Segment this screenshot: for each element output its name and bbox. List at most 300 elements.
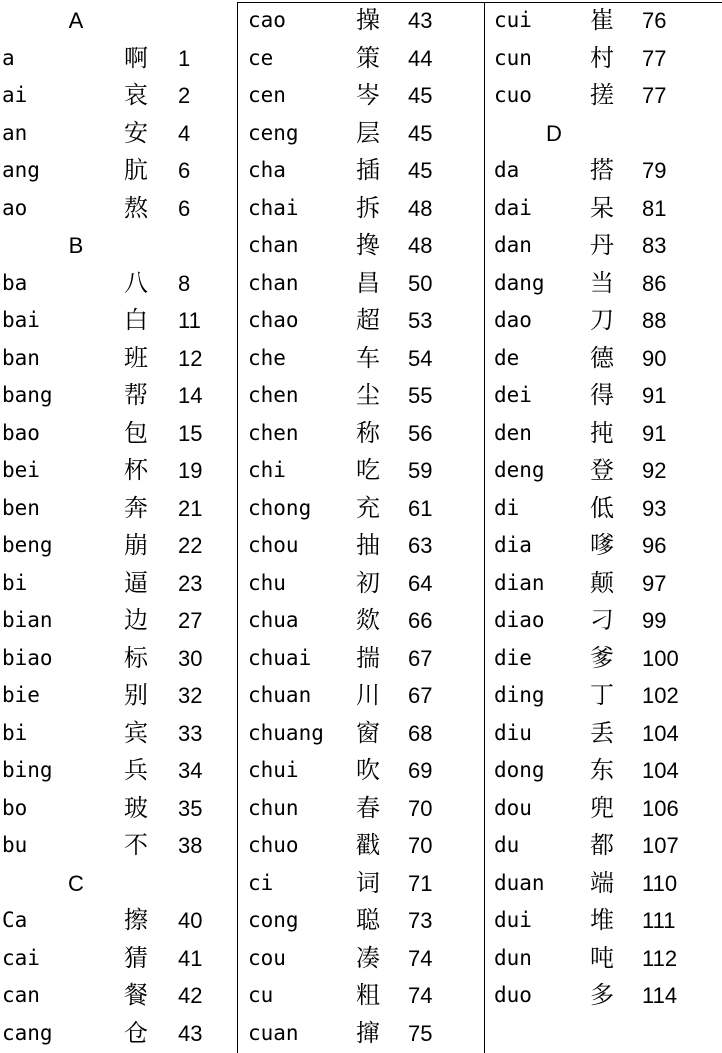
example-character: 丁 (590, 681, 614, 709)
example-character: 村 (590, 43, 614, 72)
index-entry (2, 377, 234, 415)
pinyin-syllable: chuan (248, 683, 312, 707)
pinyin-syllable: bai (2, 308, 40, 332)
pinyin-syllable: dun (494, 945, 532, 970)
pinyin-syllable: bao (2, 420, 40, 445)
pinyin-syllable: dian (494, 570, 545, 595)
index-entry (494, 940, 720, 978)
pinyin-syllable: can (2, 983, 40, 1007)
index-entry (2, 715, 234, 753)
pinyin-syllable: duan (494, 870, 545, 895)
pinyin-syllable: chen (248, 383, 299, 407)
example-character: 戳 (356, 831, 380, 859)
index-entry (248, 677, 480, 715)
example-character: 嗲 (590, 531, 614, 559)
page-number: 45 (408, 158, 433, 183)
pinyin-syllable: bian (2, 608, 53, 632)
pinyin-syllable: cha (248, 158, 286, 182)
example-character: 尘 (356, 381, 380, 409)
index-entry (494, 827, 720, 865)
page-number: 41 (178, 945, 203, 971)
index-entry (248, 790, 480, 828)
example-character: 低 (590, 493, 614, 522)
pinyin-syllable: dao (494, 308, 532, 332)
page-number: 107 (642, 833, 679, 858)
pinyin-syllable: da (494, 158, 520, 182)
index-entry (248, 377, 480, 415)
example-character: 宾 (124, 718, 148, 747)
example-character: 凑 (356, 943, 380, 972)
column-divider-2 (484, 2, 485, 1053)
index-entry (494, 40, 720, 78)
example-character: 吃 (356, 456, 380, 484)
index-entry (248, 40, 480, 78)
section-heading (2, 2, 234, 40)
example-character: 东 (590, 756, 614, 784)
pinyin-syllable: bei (2, 458, 40, 482)
example-character: 呆 (590, 193, 614, 222)
example-character: 登 (590, 456, 614, 484)
page-number: 70 (408, 795, 433, 821)
example-character: 超 (356, 306, 380, 334)
index-entry (248, 940, 480, 978)
index-entry (248, 865, 480, 903)
index-entry (494, 190, 720, 228)
page-number: 77 (642, 45, 667, 71)
index-entry (2, 302, 234, 340)
example-character: 丢 (590, 718, 614, 747)
example-character: 兵 (124, 756, 148, 784)
example-character: 插 (356, 156, 380, 184)
example-character: 扽 (590, 418, 614, 447)
example-character: 不 (124, 831, 148, 859)
page-number: 6 (178, 158, 191, 183)
index-entry (2, 40, 234, 78)
index-entry (2, 340, 234, 378)
page-number: 14 (178, 383, 203, 408)
page-number: 90 (642, 345, 667, 371)
example-character: 仓 (124, 1018, 148, 1047)
page-number: 45 (408, 120, 433, 146)
section-letter: D (546, 120, 562, 146)
pinyin-syllable: chan (248, 233, 299, 257)
section-heading (494, 115, 720, 153)
example-character: 刁 (590, 606, 614, 634)
index-entry (2, 602, 234, 640)
index-entry (248, 77, 480, 115)
page-number: 48 (408, 233, 433, 258)
page-number: 43 (178, 1020, 203, 1046)
pinyin-syllable: ben (2, 495, 40, 520)
index-entry (248, 752, 480, 790)
section-letter: B (68, 233, 84, 258)
page-number: 100 (642, 645, 679, 671)
pinyin-syllable: chu (248, 570, 286, 595)
page-number: 50 (408, 270, 433, 296)
example-character: 策 (356, 43, 380, 72)
example-character: 得 (590, 381, 614, 409)
example-character: 标 (124, 643, 148, 672)
column-divider-1 (237, 2, 238, 1053)
index-entry (2, 77, 234, 115)
page-number: 40 (178, 908, 203, 933)
page-number: 1 (178, 45, 191, 71)
index-entry (2, 265, 234, 303)
index-entry (248, 190, 480, 228)
example-character: 搀 (356, 231, 380, 259)
pinyin-syllable: che (248, 345, 286, 370)
page-number: 91 (642, 383, 667, 408)
page-number: 79 (642, 158, 667, 183)
page-number: 104 (642, 720, 679, 746)
pinyin-syllable: cen (248, 83, 286, 107)
page-number: 61 (408, 495, 433, 521)
page-number: 22 (178, 533, 203, 558)
example-character: 崩 (124, 531, 148, 559)
index-entry (494, 902, 720, 940)
page-number: 19 (178, 458, 203, 483)
page-number: 73 (408, 908, 433, 933)
example-character: 词 (356, 868, 380, 897)
example-character: 车 (356, 343, 380, 372)
index-entry (248, 977, 480, 1015)
example-character: 丹 (590, 231, 614, 259)
page-number: 74 (408, 945, 433, 971)
example-character: 逼 (124, 568, 148, 597)
section-letter: C (68, 870, 84, 896)
pinyin-syllable: chao (248, 308, 299, 332)
pinyin-syllable: dai (494, 195, 532, 220)
index-entry (494, 565, 720, 603)
pinyin-syllable: dou (494, 795, 532, 820)
index-entry (2, 1015, 234, 1053)
pinyin-syllable: cang (2, 1020, 53, 1045)
index-entry (2, 115, 234, 153)
pinyin-syllable: duo (494, 983, 532, 1007)
example-character: 操 (356, 6, 380, 34)
example-character: 杯 (124, 456, 148, 484)
page-number: 91 (642, 420, 667, 446)
pinyin-syllable: du (494, 833, 520, 857)
pinyin-syllable: ang (2, 158, 40, 182)
example-character: 昌 (356, 268, 380, 297)
index-entry (494, 602, 720, 640)
pinyin-syllable: de (494, 345, 520, 370)
page-number: 64 (408, 570, 433, 596)
pinyin-syllable: cui (494, 8, 532, 32)
pinyin-syllable: cuan (248, 1020, 299, 1045)
page-number: 43 (408, 8, 433, 33)
pinyin-syllable: chen (248, 420, 299, 445)
index-entry (248, 227, 480, 265)
index-entry (494, 227, 720, 265)
index-entry (2, 452, 234, 490)
example-character: 吹 (356, 756, 380, 784)
page-number: 104 (642, 758, 679, 783)
index-entry (2, 490, 234, 528)
example-character: 八 (124, 268, 148, 297)
index-entry (494, 377, 720, 415)
index-entry (494, 340, 720, 378)
example-character: 哀 (124, 81, 148, 109)
page-number: 54 (408, 345, 433, 371)
pinyin-syllable: deng (494, 458, 545, 482)
page-number: 114 (642, 983, 678, 1008)
example-character: 堆 (590, 906, 614, 934)
index-entry (248, 452, 480, 490)
index-entry (494, 152, 720, 190)
pinyin-syllable: dan (494, 233, 532, 257)
example-character: 德 (590, 343, 614, 372)
example-character: 边 (124, 606, 148, 634)
page-number: 42 (178, 983, 203, 1008)
index-entry (248, 415, 480, 453)
page-number: 96 (642, 533, 667, 558)
page-number: 81 (642, 195, 667, 221)
pinyin-syllable: cun (494, 45, 532, 70)
pinyin-syllable: bu (2, 833, 28, 857)
index-entry (248, 152, 480, 190)
pinyin-syllable: chou (248, 533, 299, 557)
pinyin-syllable: Ca (2, 908, 28, 932)
page-number: 111 (642, 908, 676, 933)
index-entry (248, 565, 480, 603)
page-number: 77 (642, 83, 667, 108)
index-entry (2, 565, 234, 603)
pinyin-syllable: cou (248, 945, 286, 970)
page-number: 45 (408, 83, 433, 108)
example-character: 啊 (124, 43, 148, 72)
pinyin-syllable: cong (248, 908, 299, 932)
index-entry (248, 827, 480, 865)
page-number: 15 (178, 420, 203, 446)
pinyin-syllable: chua (248, 608, 299, 632)
pinyin-syllable: chuai (248, 645, 312, 670)
pinyin-syllable: bi (2, 570, 28, 595)
index-entry (494, 265, 720, 303)
pinyin-syllable: di (494, 495, 520, 520)
page-number: 6 (178, 195, 191, 221)
index-entry (494, 415, 720, 453)
page-number: 99 (642, 608, 667, 633)
index-entry (494, 977, 720, 1015)
page-number: 32 (178, 683, 203, 708)
section-heading (2, 227, 234, 265)
index-entry (2, 902, 234, 940)
page-number: 74 (408, 983, 433, 1008)
section-letter: A (68, 8, 84, 33)
pinyin-syllable: ba (2, 270, 28, 295)
example-character: 安 (124, 118, 148, 147)
index-entry (248, 490, 480, 528)
page-number: 67 (408, 683, 433, 708)
index-entry (2, 752, 234, 790)
index-entry (494, 77, 720, 115)
example-character: 拆 (356, 193, 380, 222)
index-entry (248, 115, 480, 153)
example-character: 欻 (356, 606, 380, 634)
page-number: 93 (642, 495, 667, 521)
example-character: 兜 (590, 793, 614, 822)
pinyin-syllable: diu (494, 720, 532, 745)
page-number: 66 (408, 608, 433, 633)
page-number: 33 (178, 720, 203, 746)
example-character: 春 (356, 793, 380, 822)
pinyin-syllable: chan (248, 270, 299, 295)
pinyin-syllable: ao (2, 195, 28, 220)
example-character: 奔 (124, 493, 148, 522)
pinyin-syllable: bi (2, 720, 28, 745)
example-character: 窗 (356, 718, 380, 747)
index-entry (2, 527, 234, 565)
index-entry (248, 640, 480, 678)
pinyin-syllable: dei (494, 383, 532, 407)
example-character: 别 (124, 681, 148, 709)
page-number: 55 (408, 383, 433, 408)
index-entry (248, 527, 480, 565)
pinyin-syllable: cu (248, 983, 274, 1007)
pinyin-syllable: ceng (248, 120, 299, 145)
example-character: 粗 (356, 981, 380, 1009)
page-number: 106 (642, 795, 679, 821)
index-entry (2, 827, 234, 865)
pinyin-syllable: bang (2, 383, 53, 407)
index-entry (494, 865, 720, 903)
pinyin-syllable: dong (494, 758, 545, 782)
index-entry (2, 152, 234, 190)
page-number: 23 (178, 570, 203, 596)
page-number: 56 (408, 420, 433, 446)
index-entry (494, 452, 720, 490)
example-character: 熬 (124, 193, 148, 222)
page-number: 59 (408, 458, 433, 483)
example-character: 猜 (124, 943, 148, 972)
example-character: 端 (590, 868, 614, 897)
index-entry (494, 490, 720, 528)
index-entry (494, 302, 720, 340)
example-character: 称 (356, 418, 380, 447)
pinyin-syllable: ding (494, 683, 545, 707)
example-character: 撺 (356, 1018, 380, 1047)
example-character: 肮 (124, 156, 148, 184)
page-number: 76 (642, 8, 667, 33)
page-number: 69 (408, 758, 433, 783)
index-entry (494, 677, 720, 715)
page-number: 71 (408, 870, 433, 896)
page-number: 12 (178, 345, 203, 371)
pinyin-syllable: bo (2, 795, 28, 820)
index-entry (494, 790, 720, 828)
page-number: 86 (642, 270, 667, 296)
example-character: 川 (356, 681, 380, 709)
page-number: 21 (178, 495, 203, 521)
page-number: 30 (178, 645, 203, 671)
pinyin-syllable: die (494, 645, 532, 670)
index-entry (494, 527, 720, 565)
pinyin-syllable: bie (2, 683, 40, 707)
page-number: 63 (408, 533, 433, 558)
page-number: 38 (178, 833, 203, 858)
pinyin-syllable: dang (494, 270, 545, 295)
pinyin-syllable: ai (2, 83, 28, 107)
pinyin-syllable: chai (248, 195, 299, 220)
page-number: 88 (642, 308, 667, 333)
pinyin-syllable: cuo (494, 83, 532, 107)
section-heading (2, 865, 234, 903)
example-character: 多 (590, 981, 614, 1009)
pinyin-syllable: chong (248, 495, 312, 520)
pinyin-syllable: a (2, 45, 15, 70)
page-number: 34 (178, 758, 203, 783)
pinyin-syllable: dui (494, 908, 532, 932)
page-number: 110 (642, 870, 678, 896)
index-entry (248, 2, 480, 40)
example-character: 搭 (590, 156, 614, 184)
page-number: 35 (178, 795, 203, 821)
example-character: 玻 (124, 793, 148, 822)
example-character: 充 (356, 493, 380, 522)
page-number: 92 (642, 458, 667, 483)
index-entry (2, 677, 234, 715)
example-character: 颠 (590, 568, 614, 597)
pinyin-syllable: chi (248, 458, 286, 482)
example-character: 班 (124, 343, 148, 372)
index-entry (248, 340, 480, 378)
page-number: 67 (408, 645, 433, 671)
page-number: 75 (408, 1020, 433, 1046)
example-character: 当 (590, 268, 614, 297)
pinyin-syllable: chun (248, 795, 299, 820)
page-number: 11 (178, 308, 201, 333)
index-entry (248, 602, 480, 640)
page-number: 8 (178, 270, 191, 296)
example-character: 爹 (590, 643, 614, 672)
example-character: 抽 (356, 531, 380, 559)
index-entry (248, 715, 480, 753)
page-number: 4 (178, 120, 191, 146)
example-character: 崔 (590, 6, 614, 34)
index-entry (248, 902, 480, 940)
pinyin-syllable: chui (248, 758, 299, 782)
pinyin-syllable: ci (248, 870, 274, 895)
example-character: 吨 (590, 943, 614, 972)
index-entry (248, 1015, 480, 1053)
page-number: 70 (408, 833, 433, 858)
example-character: 岑 (356, 81, 380, 109)
page-number: 27 (178, 608, 203, 633)
example-character: 餐 (124, 981, 148, 1009)
pinyin-syllable: cai (2, 945, 40, 970)
page-number: 102 (642, 683, 679, 708)
pinyin-syllable: diao (494, 608, 545, 632)
page-number: 2 (178, 83, 191, 108)
index-entry (2, 190, 234, 228)
example-character: 擦 (124, 906, 148, 934)
index-entry (2, 940, 234, 978)
pinyin-syllable: chuo (248, 833, 299, 857)
index-entry (248, 265, 480, 303)
index-entry (2, 640, 234, 678)
example-character: 聪 (356, 906, 380, 934)
pinyin-syllable: cao (248, 8, 286, 32)
page-number: 97 (642, 570, 667, 596)
pinyin-syllable: bing (2, 758, 53, 782)
example-character: 帮 (124, 381, 148, 409)
pinyin-syllable: den (494, 420, 532, 445)
pinyin-syllable: chuang (248, 720, 324, 745)
pinyin-syllable: ce (248, 45, 274, 70)
pinyin-syllable: an (2, 120, 28, 145)
